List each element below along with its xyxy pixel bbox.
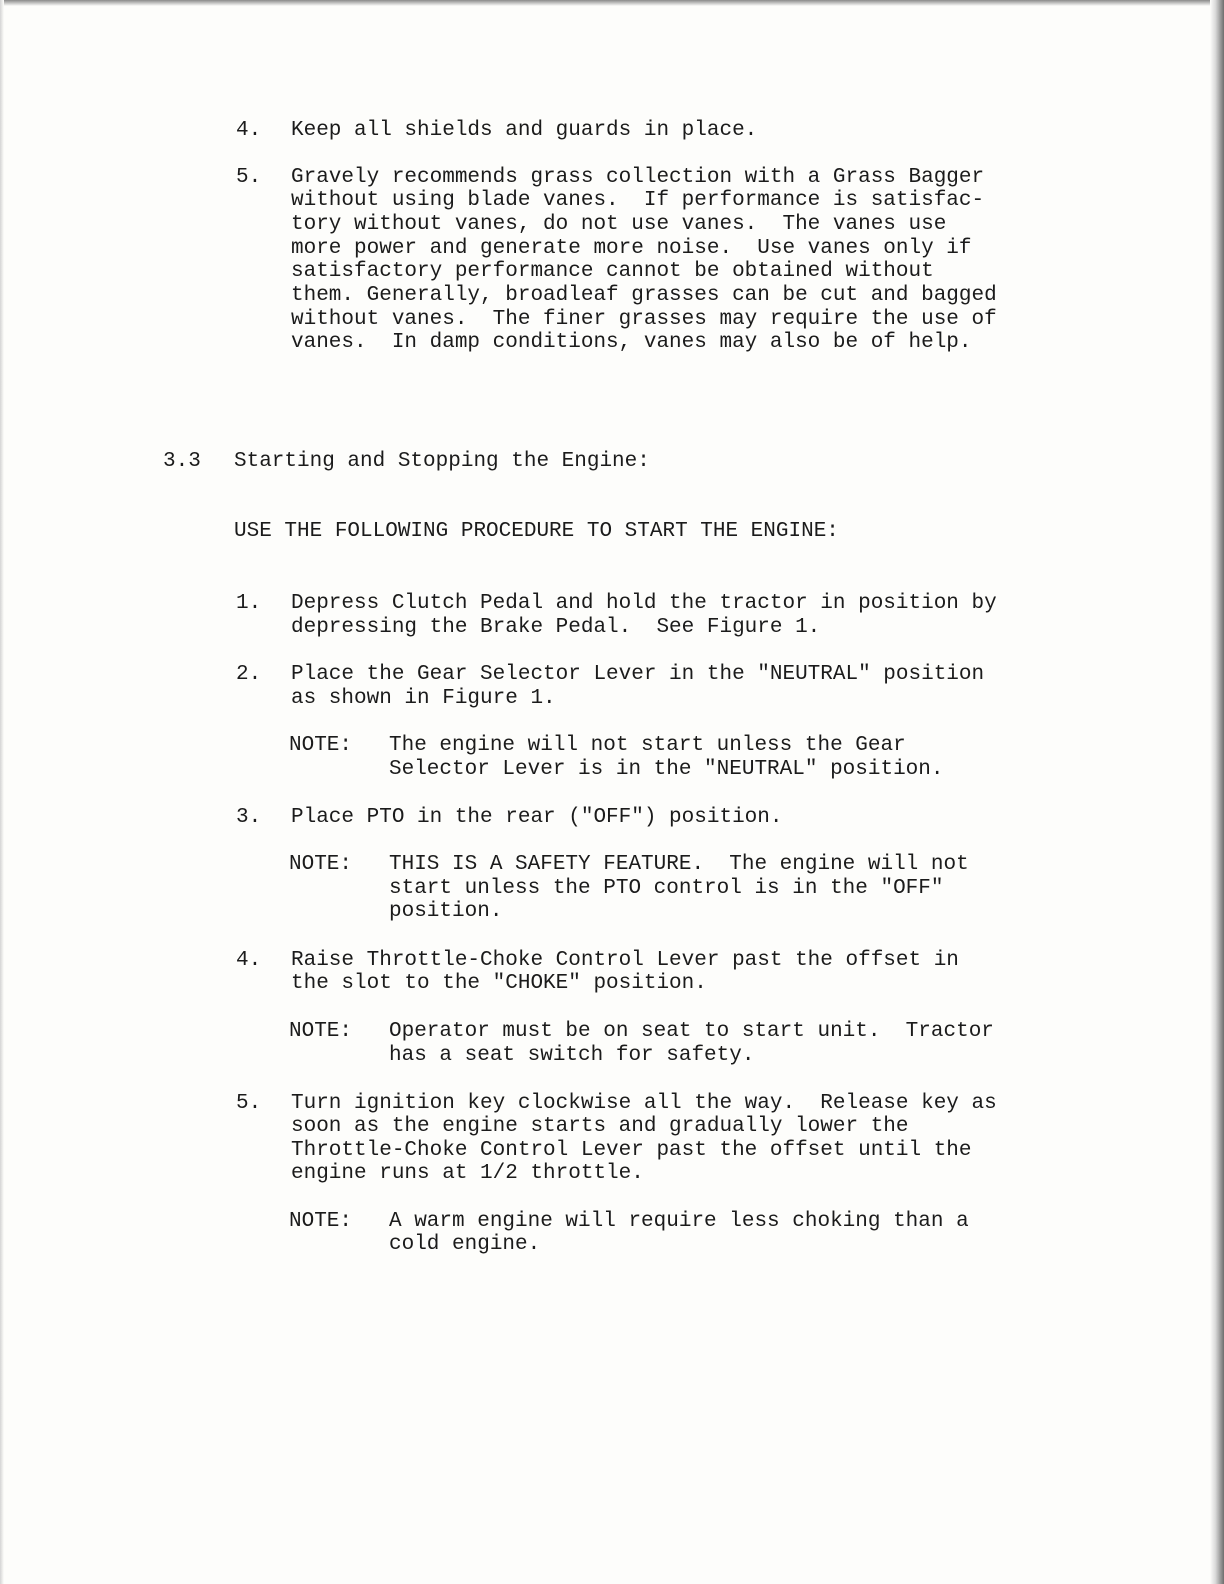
note-text-line: start unless the PTO control is in the "OFF"	[389, 877, 944, 900]
item-text-line: Gravely recommends grass collection with a Grass Bagger	[291, 166, 985, 189]
procedure-heading: USE THE FOLLOWING PROCEDURE TO START THE ENGINE:	[234, 520, 839, 543]
item-text-line: tory without vanes, do not use vanes. The vanes use	[291, 213, 947, 236]
note-text-line: The engine will not start unless the Gear	[389, 734, 906, 757]
note-label: NOTE:	[289, 853, 353, 876]
step-text-line: Place PTO in the rear ("OFF") position.	[291, 806, 783, 829]
item-number: 4.	[236, 119, 262, 142]
section-number: 3.3	[163, 450, 201, 473]
note-text-line: cold engine.	[389, 1233, 541, 1256]
note-text-line: A warm engine will require less choking than a	[389, 1210, 969, 1233]
page-top-edge	[0, 0, 1224, 6]
item-text-line: Keep all shields and guards in place.	[291, 119, 758, 142]
step-text-line: depressing the Brake Pedal. See Figure 1.	[291, 616, 821, 639]
item-number: 5.	[236, 166, 262, 189]
item-text-line: them. Generally, broadleaf grasses can be cut and bagged	[291, 284, 997, 307]
step-text-line: soon as the engine starts and gradually lower the	[291, 1115, 909, 1138]
note-text-line: Selector Lever is in the "NEUTRAL" position.	[389, 758, 944, 781]
step-number: 4.	[236, 949, 262, 972]
step-number: 5.	[236, 1092, 262, 1115]
item-text-line: vanes. In damp conditions, vanes may also be of help.	[291, 331, 972, 354]
step-text-line: Turn ignition key clockwise all the way. Release key as	[291, 1092, 997, 1115]
step-text-line: Raise Throttle-Choke Control Lever past the offset in	[291, 949, 959, 972]
step-text-line: Throttle-Choke Control Lever past the offset until the	[291, 1139, 972, 1162]
item-text-line: more power and generate more noise. Use vanes only if	[291, 237, 972, 260]
note-label: NOTE:	[289, 1020, 353, 1043]
note-label: NOTE:	[289, 1210, 353, 1233]
step-text-line: as shown in Figure 1.	[291, 687, 556, 710]
note-text-line: THIS IS A SAFETY FEATURE. The engine will not	[389, 853, 969, 876]
item-text-line: without vanes. The finer grasses may require the use of	[291, 308, 997, 331]
step-number: 3.	[236, 806, 262, 829]
page-left-edge	[0, 0, 4, 1584]
step-text-line: engine runs at 1/2 throttle.	[291, 1162, 644, 1185]
step-number: 1.	[236, 592, 262, 615]
step-number: 2.	[236, 663, 262, 686]
step-text-line: the slot to the "CHOKE" position.	[291, 972, 707, 995]
note-text-line: has a seat switch for safety.	[389, 1044, 755, 1067]
note-text-line: position.	[389, 900, 503, 923]
item-text-line: without using blade vanes. If performance is satisfac-	[291, 189, 985, 212]
page-right-edge	[1210, 0, 1224, 1584]
section-title: Starting and Stopping the Engine:	[234, 450, 650, 473]
step-text-line: Place the Gear Selector Lever in the "NEUTRAL" position	[291, 663, 985, 686]
note-label: NOTE:	[289, 734, 353, 757]
item-text-line: satisfactory performance cannot be obtained without	[291, 260, 934, 283]
step-text-line: Depress Clutch Pedal and hold the tractor in position by	[291, 592, 997, 615]
note-text-line: Operator must be on seat to start unit. Tractor	[389, 1020, 994, 1043]
